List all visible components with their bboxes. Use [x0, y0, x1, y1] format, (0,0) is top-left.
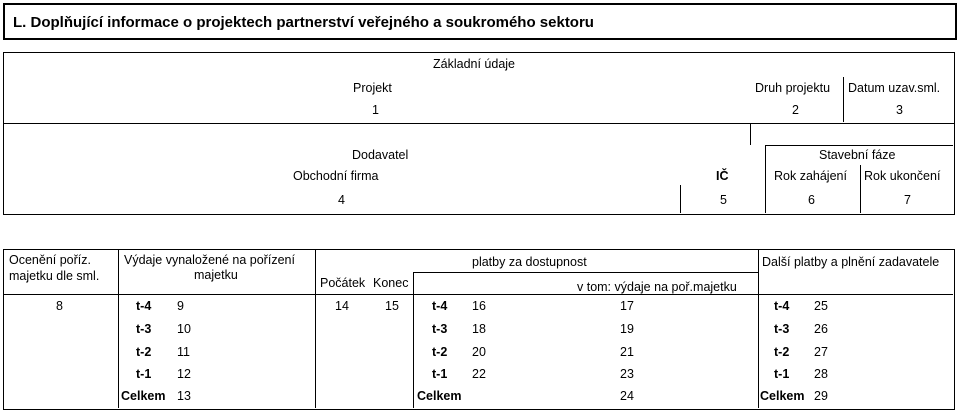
row-value: 11 — [177, 345, 190, 359]
ic-number: 5 — [720, 193, 727, 207]
firma-label: Obchodní firma — [293, 169, 379, 183]
row-value: 29 — [814, 389, 828, 403]
row-value: 20 — [472, 345, 486, 359]
row-value: 28 — [814, 367, 828, 381]
row-value: 9 — [177, 299, 184, 313]
row-label: Celkem — [417, 389, 462, 403]
divider — [758, 249, 759, 408]
row-label: t-1 — [136, 367, 152, 381]
zahajeni-label: Rok zahájení — [774, 169, 847, 183]
row-value: 10 — [177, 322, 191, 336]
divider — [315, 249, 316, 408]
row-label: t-4 — [432, 299, 448, 313]
projekt-number: 1 — [372, 103, 379, 117]
faze-heading: Stavební fáze — [819, 148, 896, 162]
section-title-box — [3, 3, 957, 40]
divider — [765, 145, 953, 146]
divider — [3, 294, 953, 295]
section-title: L. Doplňující informace o projektech partnerství veřejného a soukromého sektoru — [13, 14, 594, 31]
row-value: 16 — [472, 299, 486, 313]
dodavatel-heading: Dodavatel — [352, 148, 409, 162]
zahajeni-number: 6 — [808, 193, 815, 207]
divider — [118, 249, 119, 408]
divider — [765, 145, 766, 213]
druh-number: 2 — [792, 103, 799, 117]
row-value: 25 — [814, 299, 828, 313]
konec-label: Konec — [373, 276, 409, 290]
divider — [413, 272, 758, 273]
oceneni-label-line2: majetku dle sml. — [9, 269, 100, 283]
row-label: t-3 — [136, 322, 152, 336]
vydaje-label-line1: Výdaje vynaložené na pořízení — [124, 253, 295, 267]
oceneni-number: 8 — [56, 299, 63, 313]
row-value: 26 — [814, 322, 828, 336]
row-label: t-1 — [774, 367, 790, 381]
ic-label: IČ — [716, 169, 729, 183]
oceneni-label-line1: Ocenění poříz. — [9, 253, 91, 267]
firma-number: 4 — [338, 193, 345, 207]
datum-number: 3 — [896, 103, 903, 117]
row-label: t-2 — [432, 345, 448, 359]
row-label: t-4 — [774, 299, 790, 313]
row-value: 12 — [177, 367, 191, 381]
row-label: t-2 — [774, 345, 790, 359]
datum-label: Datum uzav.sml. — [848, 81, 941, 95]
row-label: Celkem — [760, 389, 805, 403]
row-value: 13 — [177, 389, 191, 403]
row-label: t-2 — [136, 345, 152, 359]
druh-label: Druh projektu — [755, 81, 831, 95]
row-value: 22 — [472, 367, 486, 381]
vydaje-label-line2: majetku — [194, 268, 238, 282]
row-value: 23 — [620, 367, 634, 381]
dalsi-label: Další platby a plnění zadavatele — [762, 255, 940, 269]
pocatek-number: 14 — [335, 299, 349, 313]
divider — [750, 123, 751, 145]
basic-heading: Základní údaje — [433, 57, 516, 71]
row-value: 27 — [814, 345, 828, 359]
row-value: 24 — [620, 389, 634, 403]
divider — [680, 185, 681, 213]
vtom-label: v tom: výdaje na poř.majetku — [577, 280, 737, 294]
row-value: 21 — [620, 345, 634, 359]
row-label: Celkem — [121, 389, 166, 403]
row-label: t-4 — [136, 299, 152, 313]
dostupnost-label: platby za dostupnost — [472, 255, 587, 269]
divider — [413, 272, 414, 408]
row-value: 18 — [472, 322, 486, 336]
divider — [843, 77, 844, 122]
divider — [860, 165, 861, 213]
row-value: 17 — [620, 299, 634, 313]
konec-number: 15 — [385, 299, 399, 313]
row-label: t-1 — [432, 367, 448, 381]
row-label: t-3 — [774, 322, 790, 336]
projekt-label: Projekt — [353, 81, 392, 95]
ukonceni-number: 7 — [904, 193, 911, 207]
ukonceni-label: Rok ukončení — [864, 169, 941, 183]
row-value: 19 — [620, 322, 634, 336]
pocatek-label: Počátek — [320, 276, 366, 290]
row-label: t-3 — [432, 322, 448, 336]
